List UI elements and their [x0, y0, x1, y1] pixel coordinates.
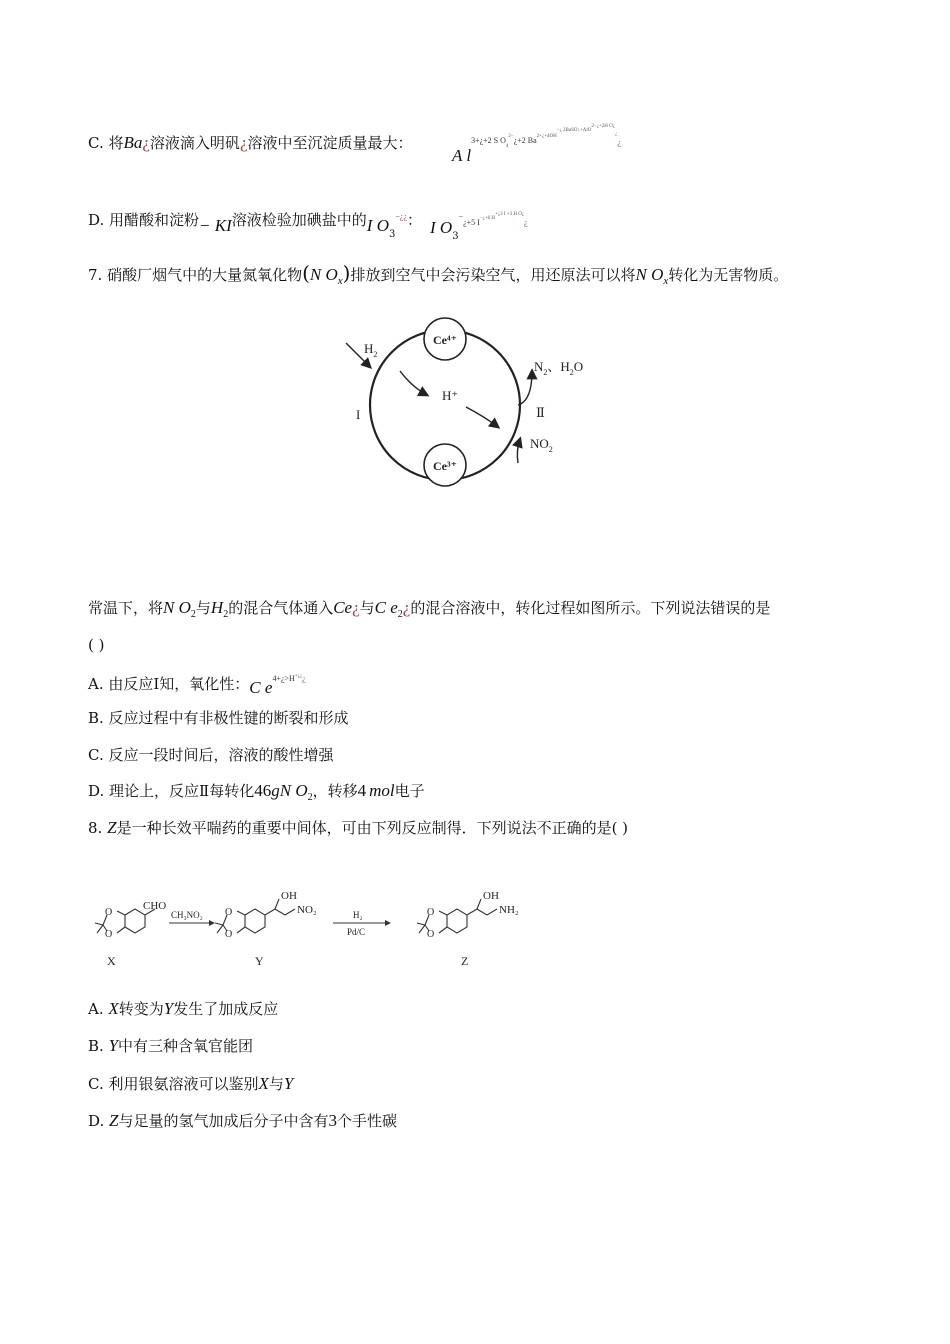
q7-option-d: D. 理论上，反应Ⅱ每转化46gN $O_2$，转移4 mol电子	[88, 781, 425, 803]
svg-text:O: O	[225, 929, 233, 940]
q8-option-a: A. X转变为Y发生了加成反应	[88, 999, 279, 1018]
q8-reaction-scheme	[85, 885, 545, 975]
svg-text:Pd/C: Pd/C	[347, 927, 366, 937]
inner-arrow-1	[400, 371, 427, 395]
no2-arrow	[517, 439, 520, 463]
svg-text:O: O	[105, 929, 113, 940]
hplus-label: H⁺	[442, 388, 459, 403]
svg-text:NO₂: NO₂	[297, 904, 317, 916]
svg-text:O: O	[427, 929, 435, 940]
q7-stem: 7. 硝酸厂烟气中的大量氮氧化物(N $O_x$)排放到空气中会污染空气，用还原法可以将N $O_x$转化为无害物质。	[88, 261, 789, 287]
q8-stem: 8. Z是一种长效平喘药的重要中间体，可由下列反应制得．下列说法不正确的是( )	[88, 818, 629, 837]
ba-formula: Ba	[123, 133, 143, 152]
svg-text:CHO: CHO	[143, 900, 167, 912]
inner-arrow-2	[466, 407, 498, 427]
q8-option-b: B. Y中有三种含氧官能团	[88, 1036, 254, 1055]
q6-option-c: C. 将Ba¿溶液滴入明矾¿溶液中至沉淀质量最大：	[88, 133, 413, 152]
svg-text:CH₃NO₂: CH₃NO₂	[171, 910, 203, 920]
q7-cycle-diagram	[330, 315, 620, 495]
svg-text:X: X	[107, 954, 116, 968]
q7-option-b: B. 反应过程中有非极性键的断裂和形成	[88, 709, 349, 727]
q8-option-d: D. Z与足量的氢气加成后分子中含有3个手性碳	[88, 1111, 398, 1130]
q6-option-d: D. 用醋酸和淀粉− KI溶液检验加碘盐中的I $O_3^{-¿¿}$： I $O_3^{-¿+5 I-¿+6 H+¿3 I +3 H O¿¿}$	[88, 211, 528, 242]
q7-paren: ( )	[88, 636, 105, 654]
svg-text:OH: OH	[483, 890, 499, 902]
svg-text:O: O	[427, 907, 435, 918]
q8-option-c: C. 利用银氨溶液可以鉴别X与Y	[88, 1074, 294, 1093]
h2-label: $H_2$	[364, 341, 378, 359]
n2-h2o-label: $N_2$、$H_2O$	[534, 359, 584, 377]
svg-text:O: O	[105, 907, 113, 918]
roman-ii-label: Ⅱ	[536, 405, 545, 420]
svg-text:Y: Y	[255, 954, 264, 968]
svg-text:OH: OH	[281, 890, 297, 902]
svg-text:H₂: H₂	[353, 910, 363, 920]
molecule-x	[95, 909, 155, 933]
q6-option-c-equation: A $l^{3+¿+2 S O42-¿+2 Ba2+¿+4OH-¿ 2BaSO↓+AlO2-¿+2H O¿¿¿}$	[452, 123, 621, 165]
roman-i-label: I	[356, 407, 361, 422]
q7-body: 常温下，将N $O_2$与$H_2$的混合气体通入Ce¿与C $e_2¿$的混合溶液中，转化过程如图所示。下列说法错误的是	[88, 598, 771, 620]
svg-text:NH₂: NH₂	[499, 904, 519, 916]
ce3-label: Ce³⁺	[433, 459, 457, 473]
q7-option-c: C. 反应一段时间后，溶液的酸性增强	[88, 746, 334, 764]
ce4-label: Ce⁴⁺	[433, 333, 457, 347]
no2-label: $NO_2$	[530, 436, 553, 454]
svg-text:Z: Z	[461, 954, 469, 968]
q7-option-a: A. 由反应Ⅰ知，氧化性：C $e^{4+¿>H+¿¿¿}$	[88, 674, 306, 697]
svg-text:O: O	[225, 907, 233, 918]
